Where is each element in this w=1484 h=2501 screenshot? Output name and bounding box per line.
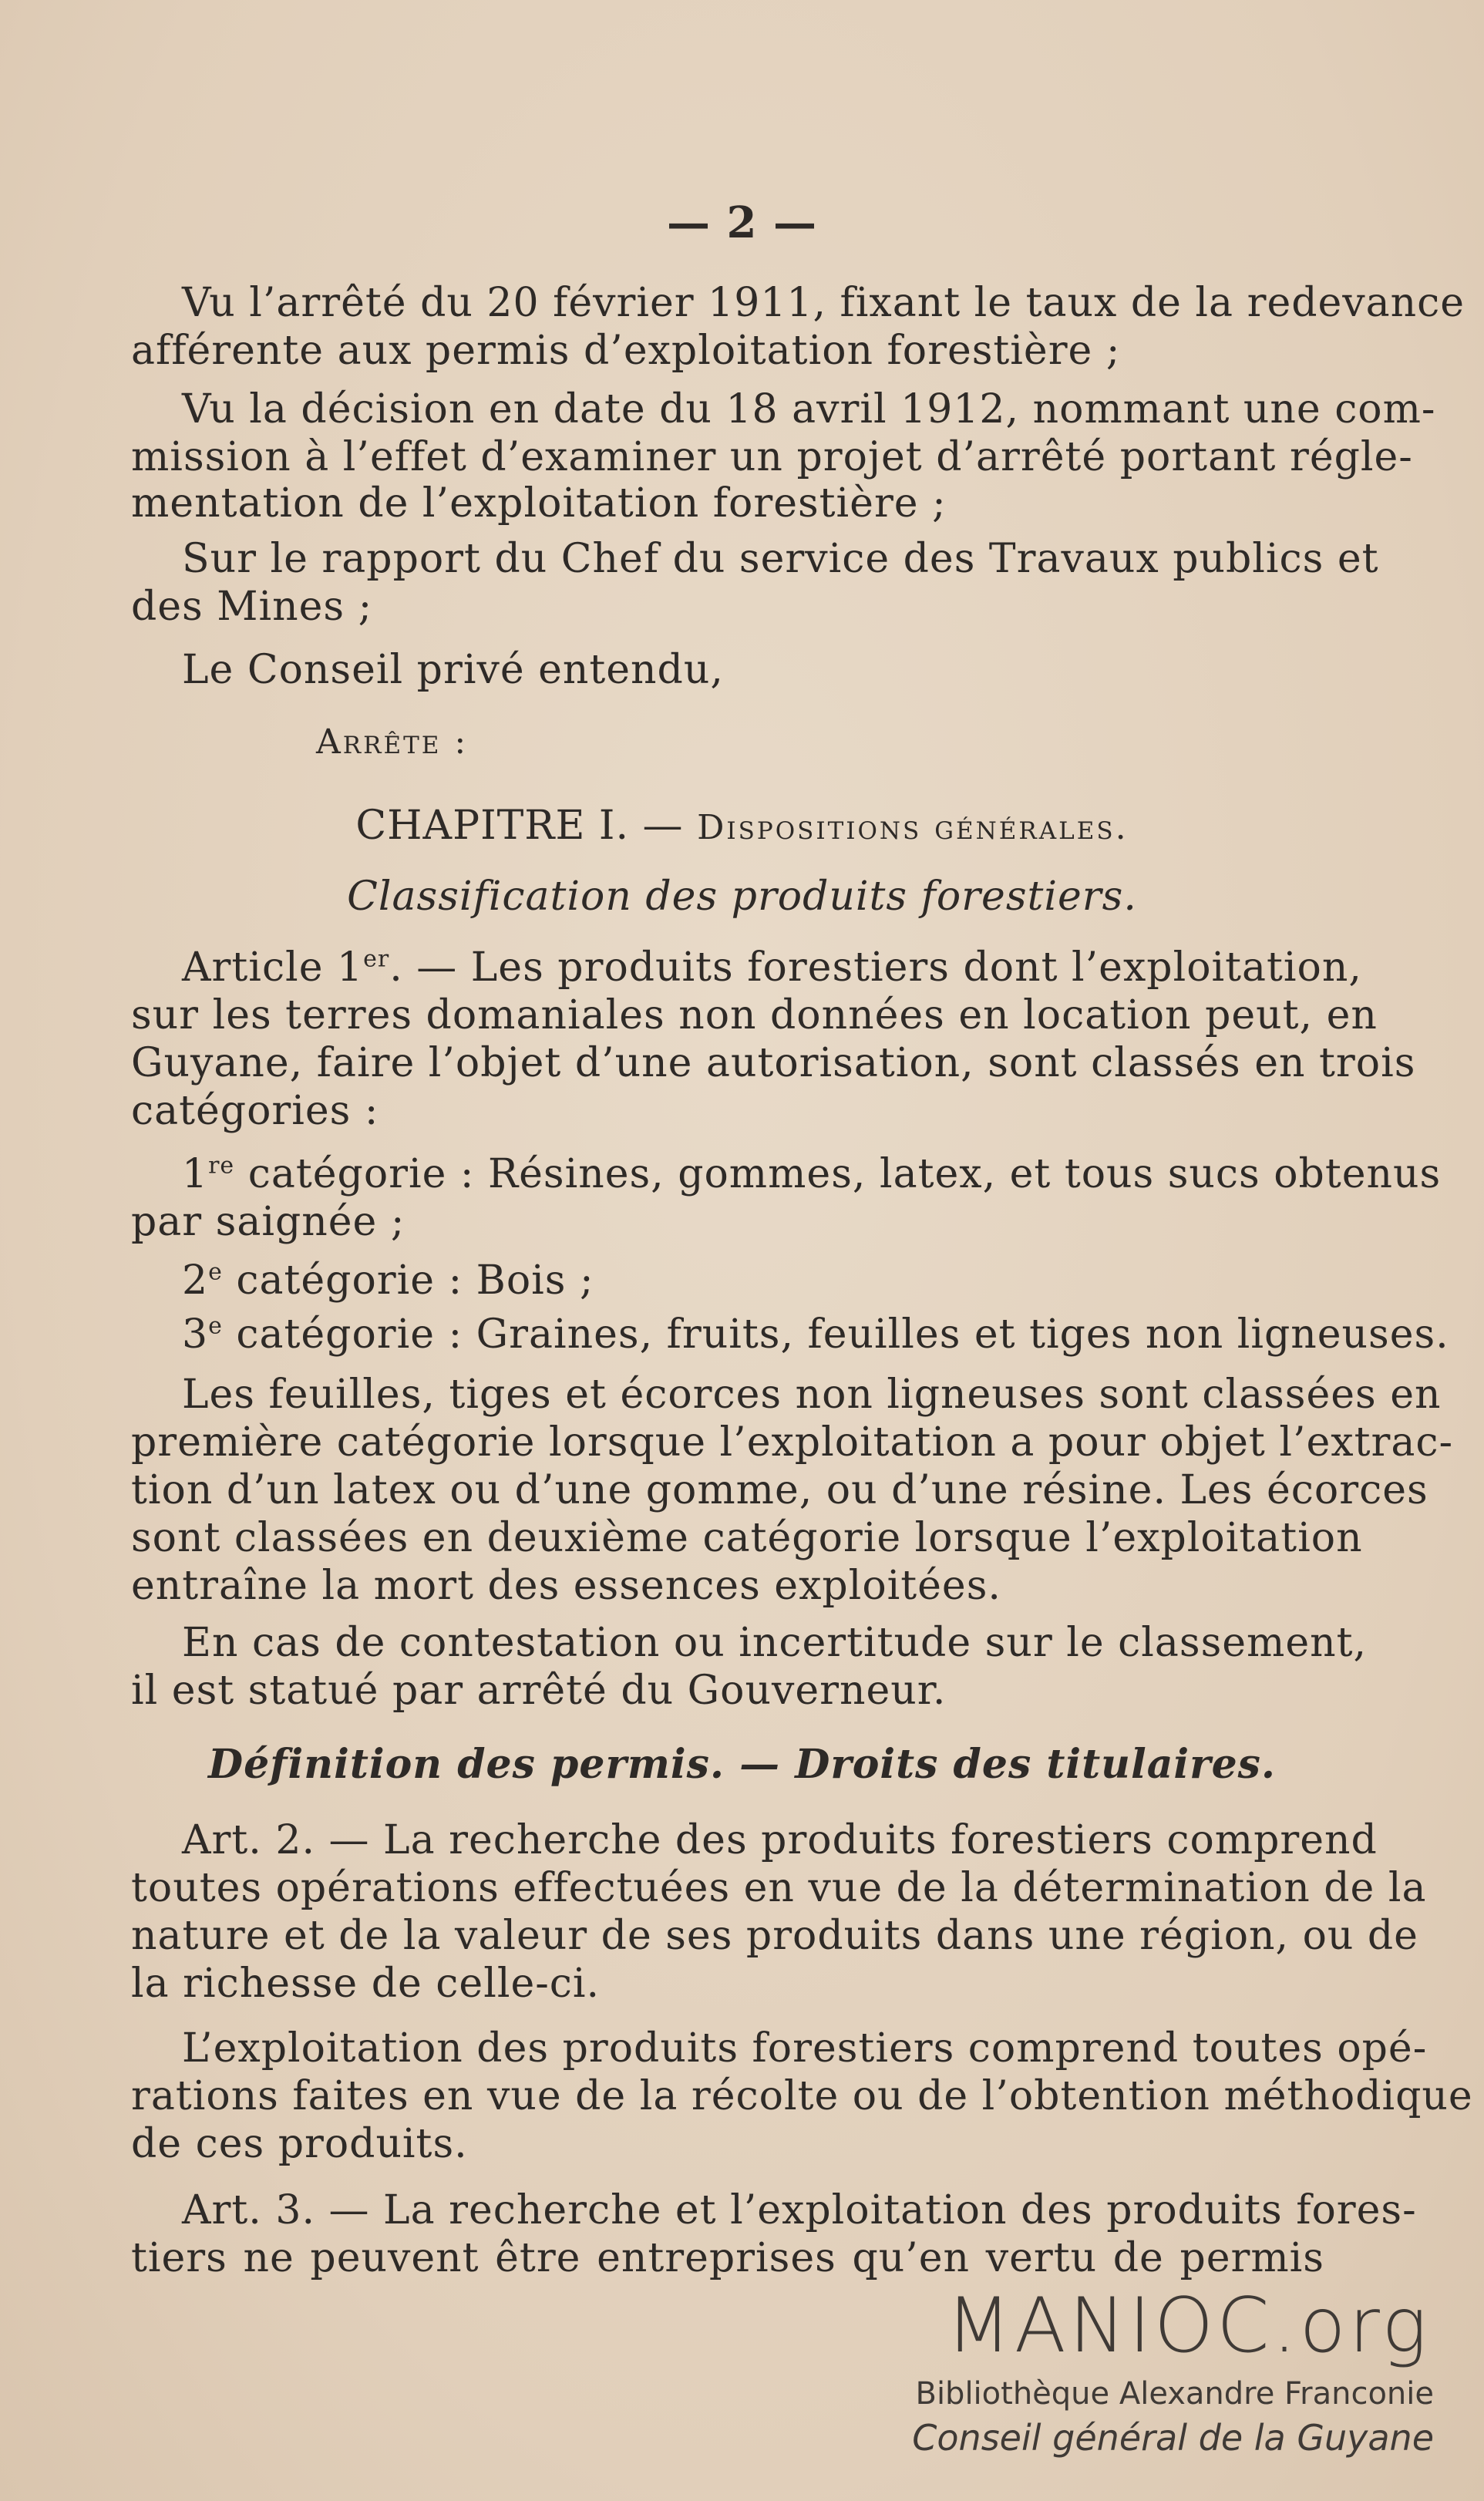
- category-3: [182, 1311, 1449, 1358]
- preamble-line-4: mission à l’effet d’examiner un projet d’arrêté portant régle-: [131, 434, 1413, 480]
- article-2-line: la richesse de celle-ci.: [131, 1961, 601, 2007]
- preamble-line-1: Vu l’arrêté du 20 février 1911, fixant le taux de la redevance: [182, 280, 1465, 326]
- article-1-lead: [182, 944, 1362, 991]
- category-1: [182, 1150, 1442, 1198]
- section-heading-permis: Définition des permis. — Droits des titulaires.: [207, 1741, 1277, 1788]
- article-1-line: Guyane, faire l’objet d’une autorisation, sont classés en trois: [131, 1040, 1416, 1086]
- manioc-logo: MANIOC.org: [946, 2282, 1430, 2370]
- category-text: catégorie : Résines, gommes, latex, et tous sucs obtenus: [234, 1151, 1442, 1197]
- category-sup: e: [208, 1312, 223, 1340]
- chapter-number: CHAPITRE I.: [355, 803, 630, 849]
- paragraph-line: tion d’un latex ou d’une gomme, ou d’une résine. Les écorces: [131, 1467, 1428, 1513]
- paragraph-line: rations faites en vue de la récolte ou de l’obtention méthodique: [131, 2073, 1473, 2119]
- article-3-line: Art. 3. — La recherche et l’exploitation des produits fores-: [182, 2187, 1417, 2233]
- page-number: — 2 —: [667, 197, 817, 248]
- category-text: catégorie : Graines, fruits, feuilles et tiges non ligneuses.: [222, 1311, 1449, 1358]
- category-sup: e: [208, 1258, 223, 1286]
- chapter-heading: [0, 802, 1484, 852]
- paragraph-line: première catégorie lorsque l’exploitation a pour objet l’extrac-: [131, 1419, 1454, 1466]
- category-2: [182, 1257, 1324, 1304]
- paragraph-line: entraîne la mort des essences exploitées.: [131, 1563, 1001, 1609]
- article-1-text: . — Les produits forestiers dont l’exploitation,: [389, 944, 1362, 991]
- chapter-title: Dispositions générales.: [697, 808, 1129, 847]
- category-num: 3: [182, 1311, 209, 1358]
- preamble-line-2: afférente aux permis d’exploitation forestière ;: [131, 328, 1121, 374]
- category-text: catégorie : Bois ;: [222, 1257, 594, 1304]
- preamble-line-7: des Mines ;: [131, 584, 373, 630]
- paragraph-line: il est statué par arrêté du Gouverneur.: [131, 1668, 947, 1714]
- paragraph-line: L’exploitation des produits forestiers comprend toutes opé-: [182, 2025, 1428, 2072]
- preamble-line-6: Sur le rapport du Chef du service des Travaux publics et: [182, 536, 1379, 582]
- preamble-line-8: Le Conseil privé entendu,: [182, 647, 724, 693]
- preamble-line-5: mentation de l’exploitation forestière ;: [131, 480, 947, 527]
- watermark-library: Bibliothèque Alexandre Franconie: [915, 2376, 1434, 2412]
- paragraph-line: En cas de contestation ou incertitude sur le classement,: [182, 1620, 1368, 1666]
- section-heading-classification: Classification des produits forestiers.: [347, 873, 1137, 920]
- paragraph-line: de ces produits.: [131, 2121, 468, 2167]
- article-3-line: tiers ne peuvent être entreprises qu’en vertu de permis: [131, 2235, 1324, 2281]
- article-1-label: Article 1: [182, 944, 364, 991]
- preamble-line-3: Vu la décision en date du 18 avril 1912, nommant une com-: [182, 386, 1436, 433]
- article-2-line: nature et de la valeur de ses produits dans une région, ou de: [131, 1913, 1418, 1959]
- article-2-line: Art. 2. — La recherche des produits forestiers comprend: [182, 1817, 1378, 1863]
- article-1-line: sur les terres domaniales non données en location peut, en: [131, 992, 1378, 1038]
- paragraph-line: Les feuilles, tiges et écorces non ligneuses sont classées en: [182, 1372, 1442, 1418]
- watermark-council: Conseil général de la Guyane: [912, 2417, 1434, 2459]
- category-sup: re: [208, 1152, 235, 1180]
- chapter-dash: —: [629, 803, 698, 849]
- arrete-label: Arrête :: [316, 722, 469, 762]
- paragraph-line: sont classées en deuxième catégorie lorsque l’exploitation: [131, 1515, 1363, 1561]
- article-2-line: toutes opérations effectuées en vue de la détermination de la: [131, 1865, 1427, 1911]
- article-1-line: catégories :: [131, 1088, 379, 1134]
- category-num: 2: [182, 1257, 209, 1304]
- category-1-continued: par saignée ;: [131, 1199, 405, 1245]
- category-num: 1: [182, 1151, 209, 1197]
- article-1-sup: er: [363, 945, 390, 973]
